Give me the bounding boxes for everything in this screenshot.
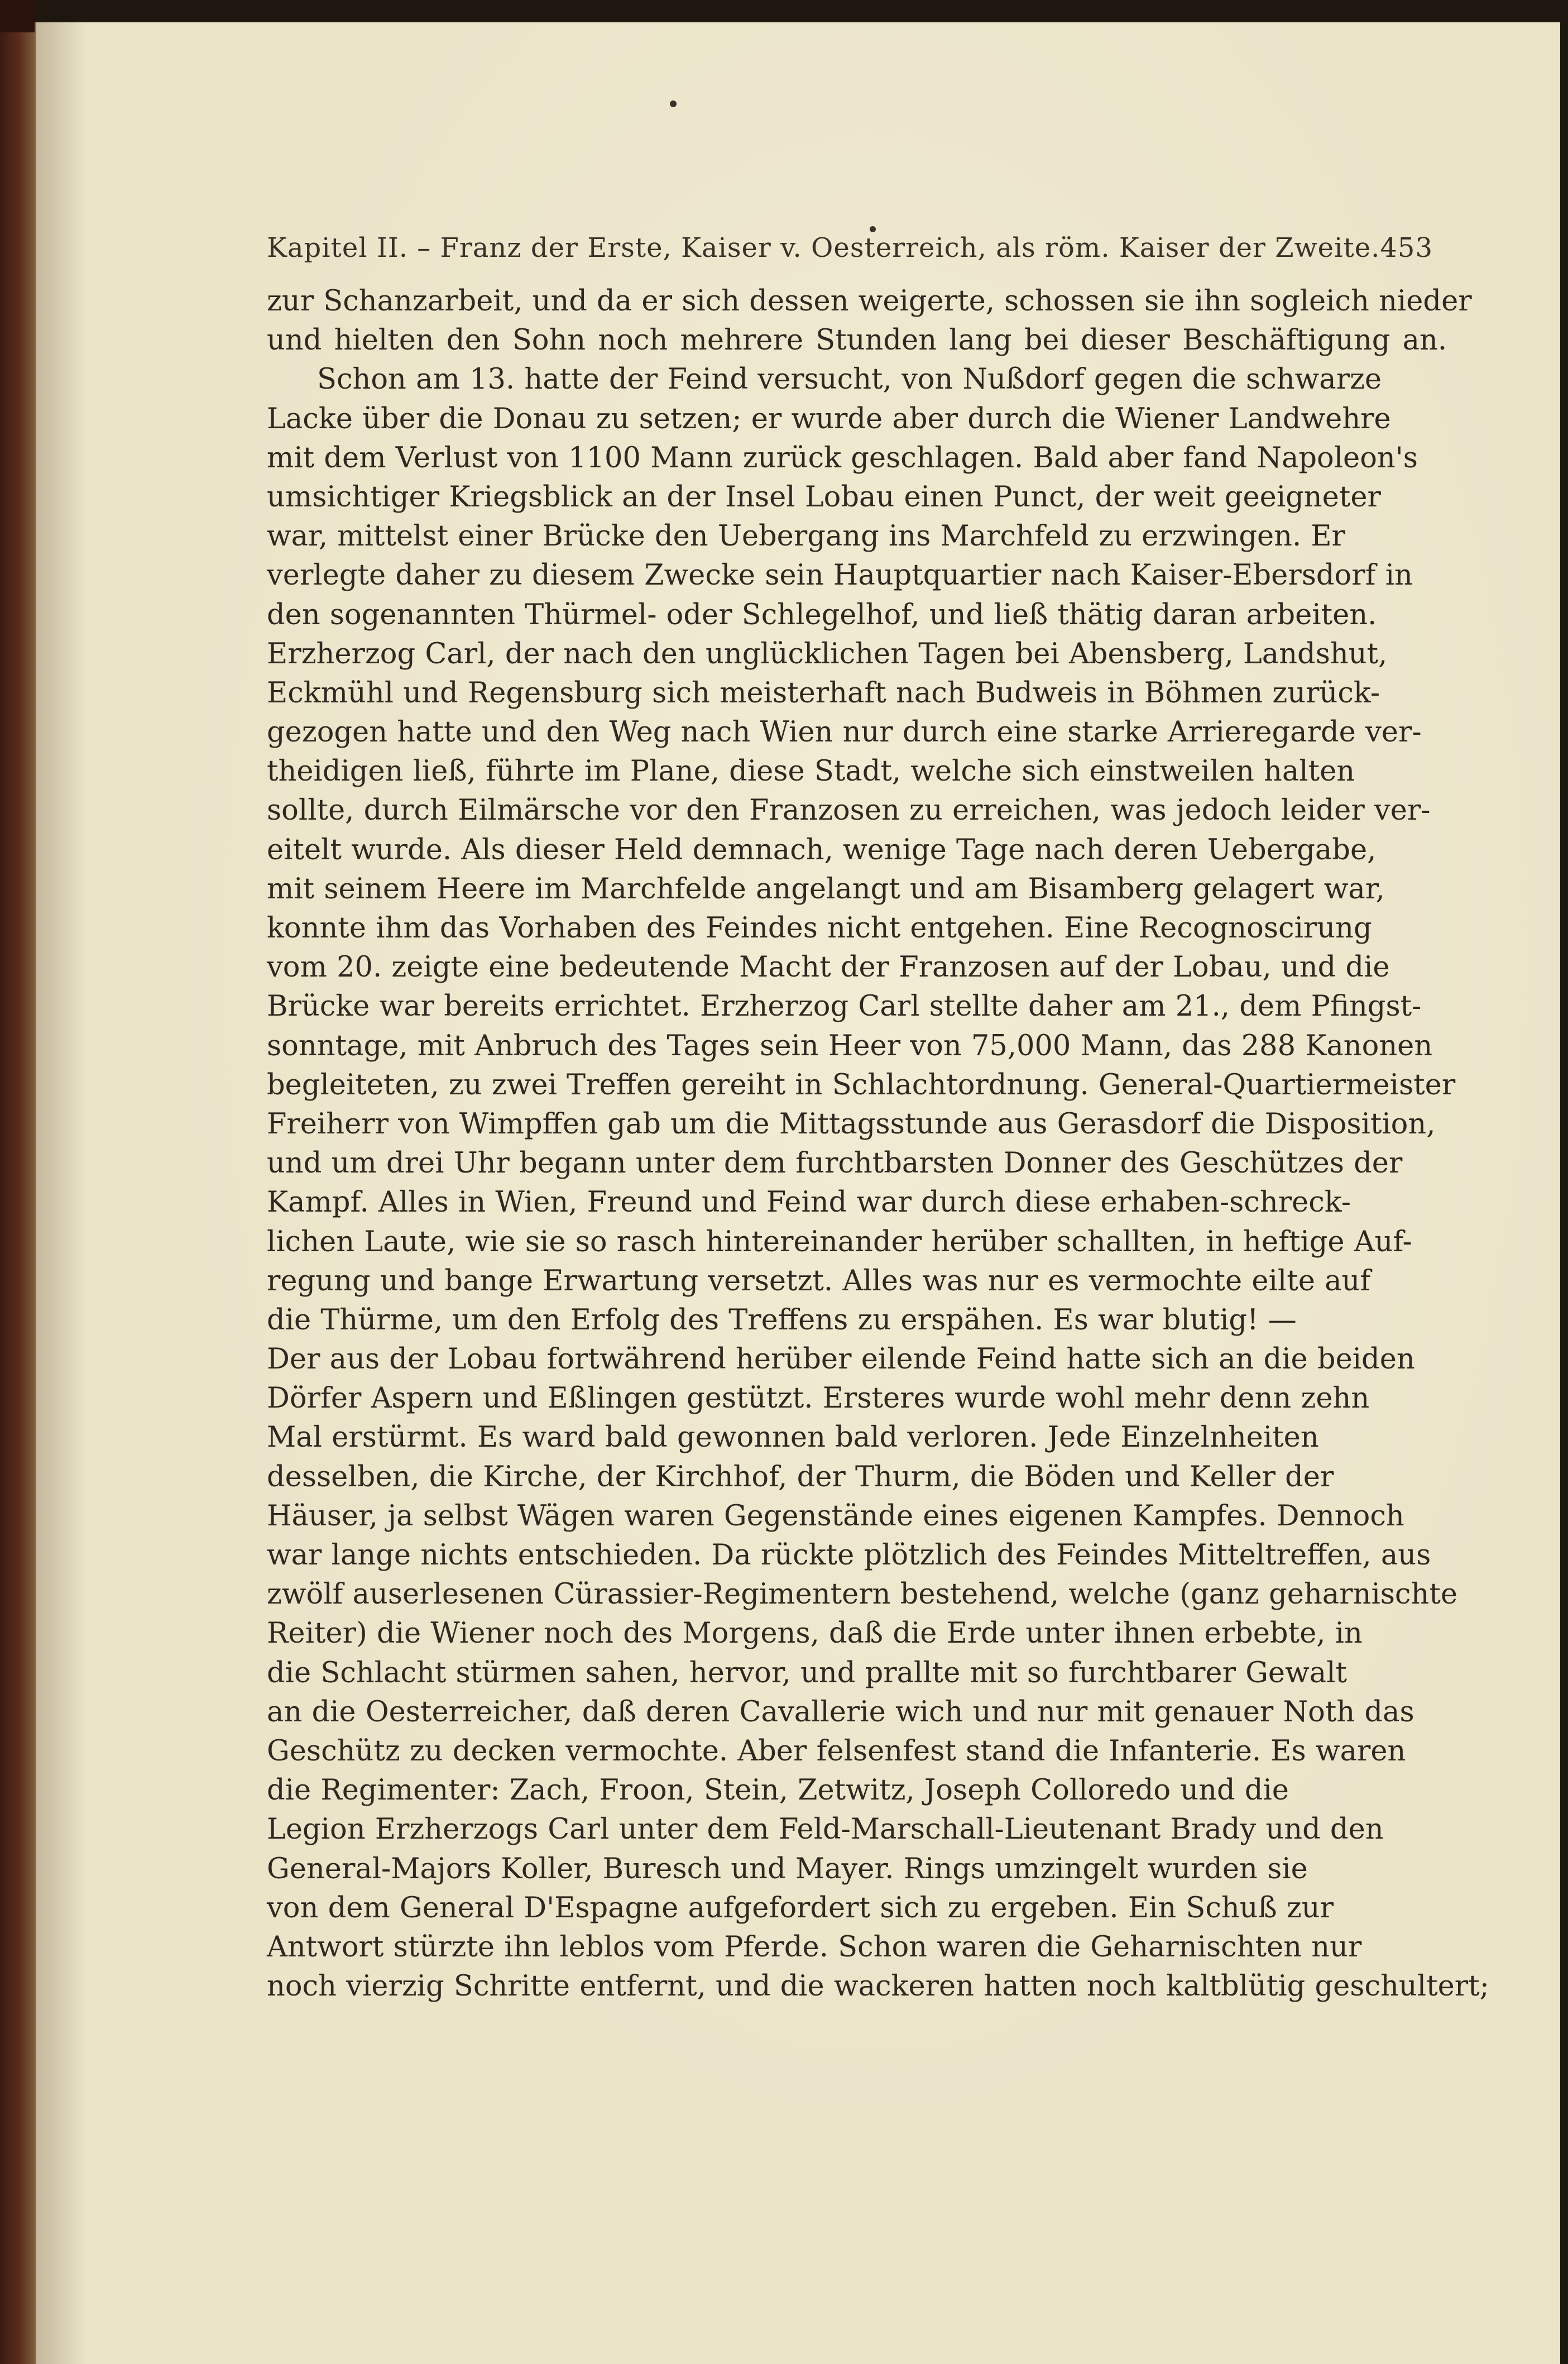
text-line: gezogen hatte und den Weg nach Wien nur durch eine starke Arrieregarde ver-	[267, 716, 1422, 749]
text-line: Lacke über die Donau zu setzen; er wurde aber durch die Wiener Landwehre	[267, 402, 1391, 436]
text-line: und um drei Uhr begann unter dem furchtbarsten Donner des Geschützes der	[267, 1147, 1403, 1180]
text-line: zur Schanzarbeit, und da er sich dessen weigerte, schossen sie ihn sogleich nieder	[267, 285, 1472, 318]
ink-speck	[670, 101, 677, 107]
text-line: Schon am 13. hatte der Feind versucht, von Nußdorf gegen die schwarze	[317, 363, 1382, 396]
text-line: General-Majors Koller, Buresch und Mayer. Rings umzingelt wurden sie	[267, 1852, 1308, 1886]
text-line: die Schlacht stürmen sahen, hervor, und prallte mit so furchtbarer Gewalt	[267, 1656, 1347, 1690]
text-line: Reiter) die Wiener noch des Morgens, daß die Erde unter ihnen erbebte, in	[267, 1617, 1363, 1650]
text-line: die Regimenter: Zach, Froon, Stein, Zetwitz, Joseph Colloredo und die	[267, 1774, 1289, 1807]
text-line: zwölf auserlesenen Cürassier-Regimentern bestehend, welche (ganz geharnischte	[267, 1578, 1458, 1611]
text-line: lichen Laute, wie sie so rasch hintereinander herüber schallten, in heftige Auf-	[267, 1225, 1412, 1258]
text-line: sonntage, mit Anbruch des Tages sein Heer von 75,000 Mann, das 288 Kanonen	[267, 1029, 1433, 1063]
text-line: und hielten den Sohn noch mehrere Stunden lang bei dieser Beschäftigung an.	[267, 324, 1447, 357]
text-line: Mal erstürmt. Es ward bald gewonnen bald verloren. Jede Einzelnheiten	[267, 1421, 1319, 1454]
text-line: Erzherzog Carl, der nach den unglücklichen Tagen bei Abensberg, Landshut,	[267, 637, 1388, 671]
text-line: Geschütz zu decken vermochte. Aber felsenfest stand die Infanterie. Es waren	[267, 1734, 1406, 1768]
text-line: den sogenannten Thürmel- oder Schlegelhof, und ließ thätig daran arbeiten.	[267, 598, 1377, 631]
text-line: mit seinem Heere im Marchfelde angelangt und am Bisamberg gelagert war,	[267, 872, 1385, 906]
running-header	[267, 232, 1433, 264]
text-line: an die Oesterreicher, daß deren Cavallerie wich und nur mit genauer Noth das	[267, 1695, 1414, 1729]
text-line: noch vierzig Schritte entfernt, und die wackeren hatten noch kaltblütig geschultert;	[267, 1970, 1489, 2003]
text-line: mit dem Verlust von 1100 Mann zurück geschlagen. Bald aber fand Napoleon's	[267, 441, 1418, 475]
text-line: theidigen ließ, führte im Plane, diese Stadt, welche sich einstweilen halten	[267, 755, 1355, 788]
text-line: Brücke war bereits errichtet. Erzherzog Carl stellte daher am 21., dem Pfingst-	[267, 990, 1422, 1023]
text-line: eitelt wurde. Als dieser Held demnach, wenige Tage nach deren Uebergabe,	[267, 833, 1377, 867]
text-line: konnte ihm das Vorhaben des Feindes nicht entgehen. Eine Recognoscirung	[267, 912, 1372, 945]
text-line: desselben, die Kirche, der Kirchhof, der Thurm, die Böden und Keller der	[267, 1460, 1334, 1494]
text-line: begleiteten, zu zwei Treffen gereiht in Schlachtordnung. General-Quartiermeister	[267, 1068, 1456, 1102]
text-line: Antwort stürzte ihn leblos vom Pferde. Schon waren die Geharnischten nur	[267, 1930, 1362, 1964]
running-title: Kapitel II. – Franz der Erste, Kaiser v. Oesterreich, als röm. Kaiser der Zweite.	[267, 232, 1380, 264]
text-line: Dörfer Aspern und Eßlingen gestützt. Ersteres wurde wohl mehr denn zehn	[267, 1382, 1370, 1415]
body-text	[267, 282, 1489, 2006]
text-line: Häuser, ja selbst Wägen waren Gegenstände eines eigenen Kampfes. Dennoch	[267, 1499, 1404, 1533]
text-line: war, mittelst einer Brücke den Uebergang ins Marchfeld zu erzwingen. Er	[267, 520, 1346, 553]
text-line: Eckmühl und Regensburg sich meisterhaft nach Budweis in Böhmen zurück-	[267, 676, 1380, 710]
text-line: Kampf. Alles in Wien, Freund und Feind war durch diese erhaben-schreck-	[267, 1186, 1351, 1219]
text-line: die Thürme, um den Erfolg des Treffens zu erspähen. Es war blutig! —	[267, 1303, 1297, 1337]
text-line: verlegte daher zu diesem Zwecke sein Hauptquartier nach Kaiser-Ebersdorf in	[267, 559, 1413, 592]
book-spine-edge	[0, 0, 35, 2364]
text-line: von dem General D'Espagne aufgefordert sich zu ergeben. Ein Schuß zur	[267, 1891, 1334, 1925]
text-line: Freiherr von Wimpffen gab um die Mittagsstunde aus Gerasdorf die Disposition,	[267, 1107, 1436, 1141]
text-line: vom 20. zeigte eine bedeutende Macht der Franzosen auf der Lobau, und die	[267, 951, 1390, 984]
text-line: regung und bange Erwartung versetzt. Alles was nur es vermochte eilte auf	[267, 1264, 1371, 1298]
text-line: sollte, durch Eilmärsche vor den Franzosen zu erreichen, was jedoch leider ver-	[267, 794, 1431, 827]
text-line: umsichtiger Kriegsblick an der Insel Lobau einen Punct, der weit geeigneter	[267, 480, 1381, 514]
text-line: Der aus der Lobau fortwährend herüber eilende Feind hatte sich an die beiden	[267, 1343, 1415, 1376]
page-number: 453	[1380, 232, 1433, 264]
text-line: war lange nichts entschieden. Da rückte plötzlich des Feindes Mitteltreffen, aus	[267, 1539, 1431, 1572]
ink-speck	[870, 226, 876, 232]
text-line: Legion Erzherzogs Carl unter dem Feld-Marschall-Lieutenant Brady und den	[267, 1813, 1384, 1846]
spine-corner	[0, 0, 35, 32]
